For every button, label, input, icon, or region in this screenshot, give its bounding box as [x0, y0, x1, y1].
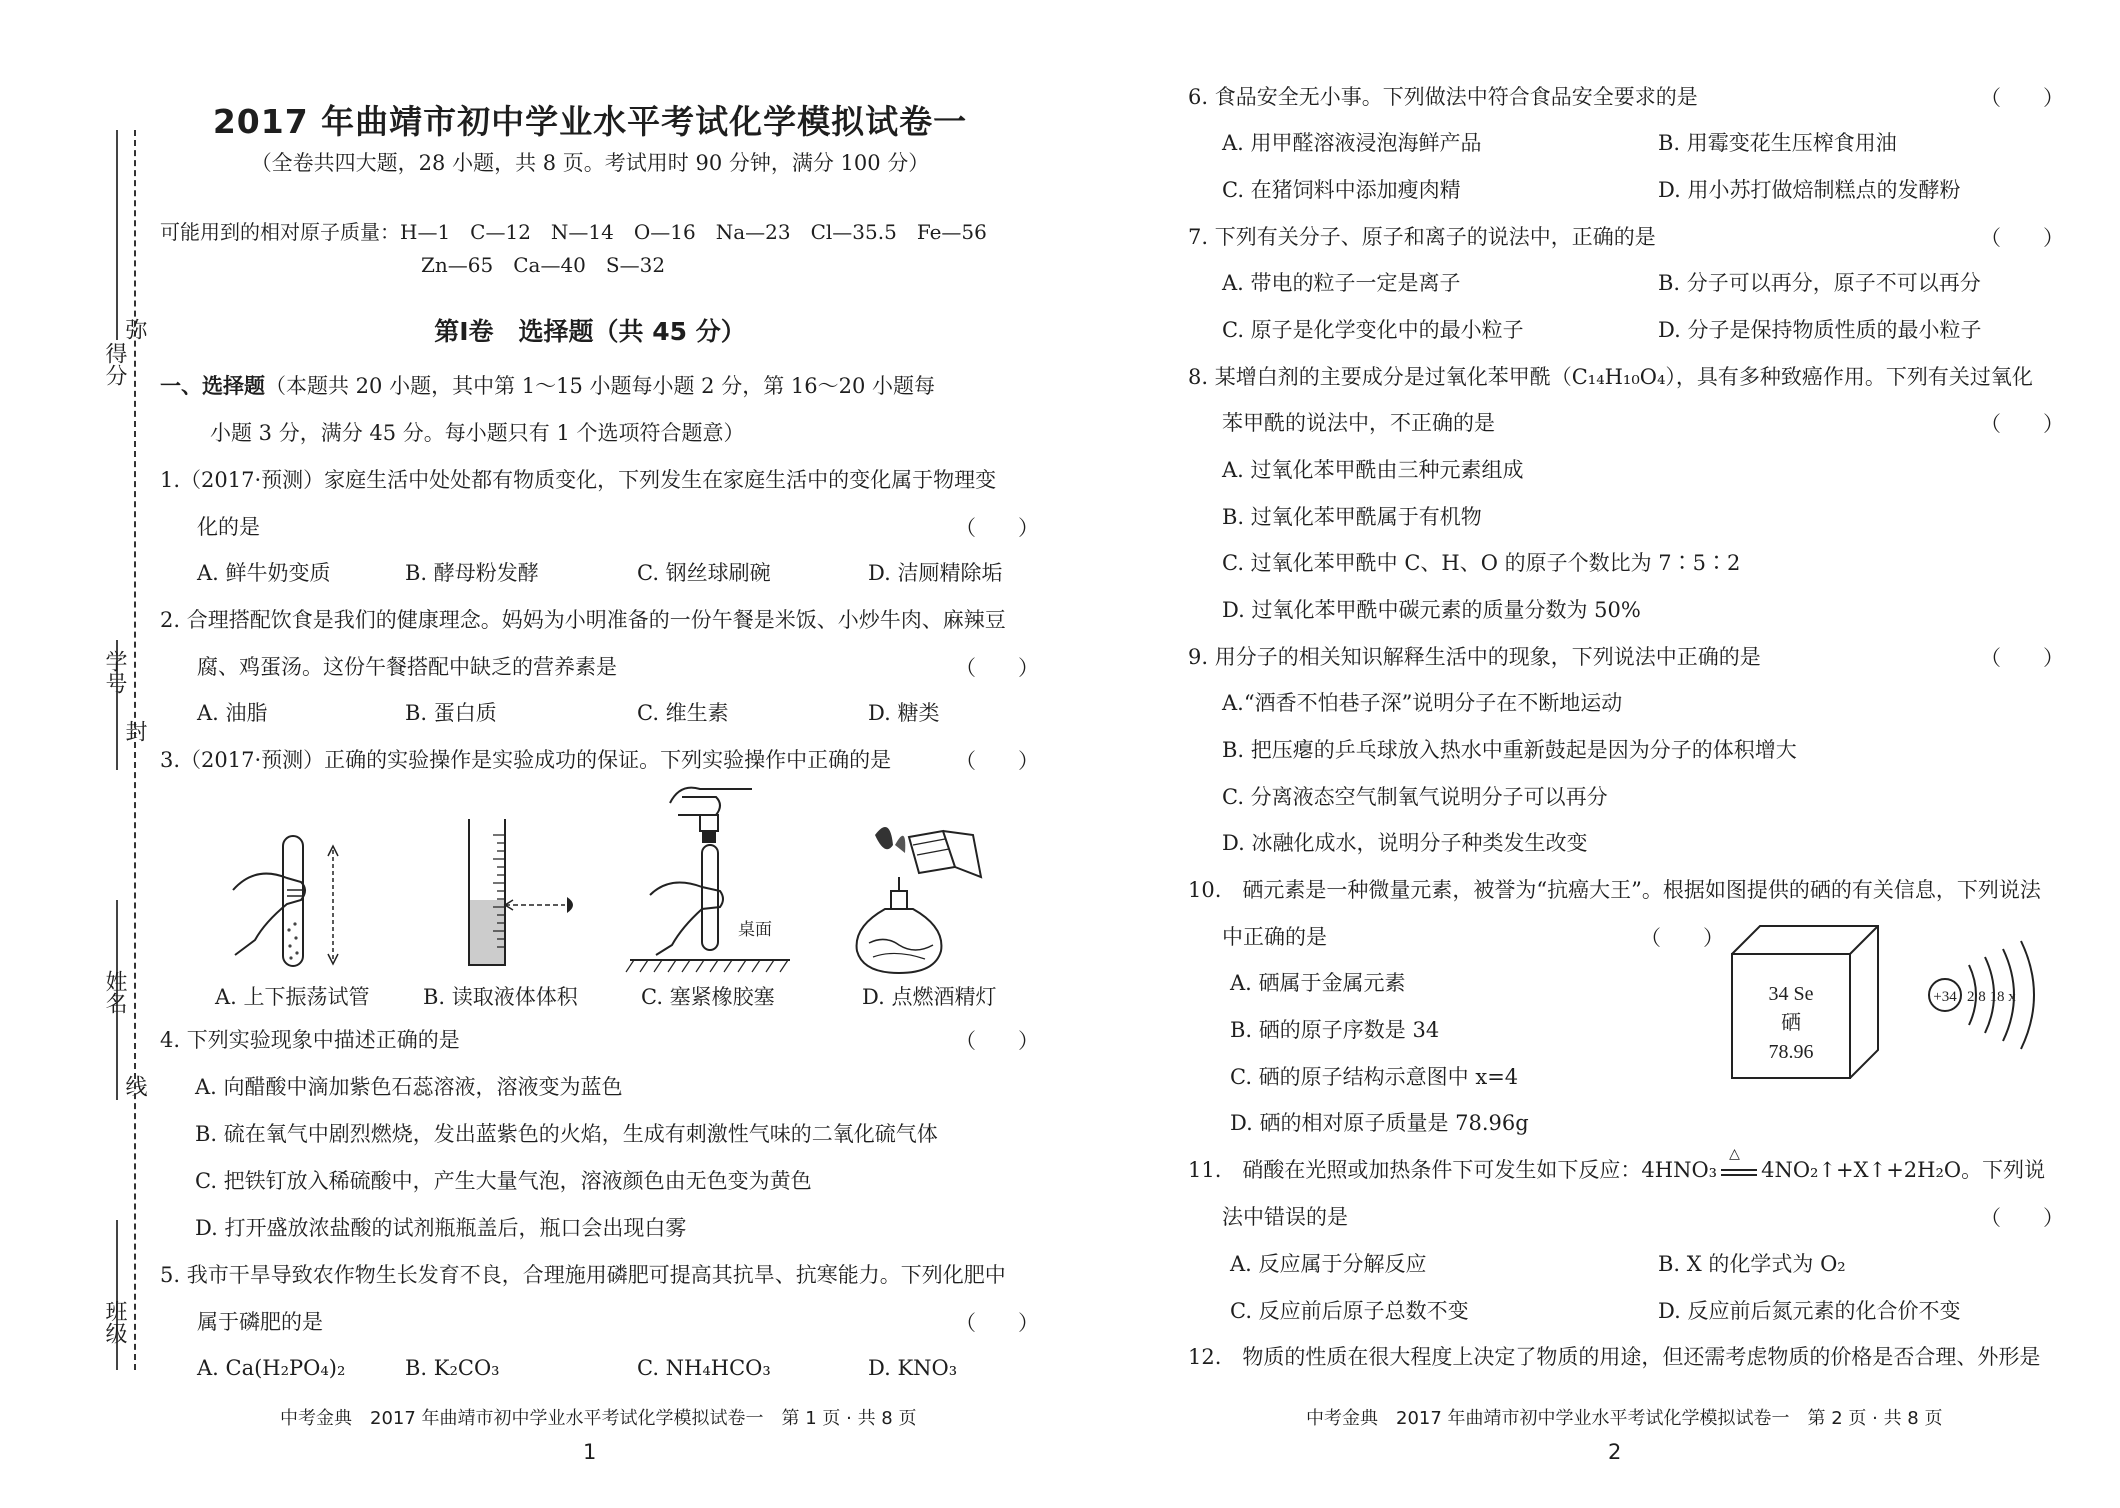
- question-2-option-a[interactable]: A. 油脂: [197, 701, 268, 725]
- question-10-option-d[interactable]: D. 硒的相对原子质量是 78.96g: [1230, 1111, 1529, 1135]
- question-5-stem: 属于磷肥的是: [197, 1310, 323, 1334]
- question-2-option-c[interactable]: C. 维生素: [637, 701, 729, 725]
- question-7-stem: 7. 下列有关分子、原子和离子的说法中，正确的是: [1188, 225, 1656, 249]
- answer-blank[interactable]: （ ）: [1980, 86, 2064, 110]
- equation-left: 11. 硝酸在光照或加热条件下可发生如下反应：4HNO₃: [1188, 1158, 1718, 1182]
- question-3-option-c[interactable]: C. 塞紧橡胶塞: [641, 985, 775, 1009]
- question-3-stem: 3.（2017·预测）正确的实验操作是实验成功的保证。下列实验操作中正确的是: [160, 748, 892, 772]
- question-8-option-d[interactable]: D. 过氧化苯甲酰中碳元素的质量分数为 50%: [1222, 598, 1641, 622]
- question-2-option-b[interactable]: B. 蛋白质: [405, 701, 497, 725]
- question-10-option-c[interactable]: C. 硒的原子结构示意图中 x=4: [1230, 1065, 1519, 1089]
- question-4-option-d[interactable]: D. 打开盛放浓盐酸的试剂瓶瓶盖后，瓶口会出现白雾: [195, 1216, 687, 1240]
- answer-blank[interactable]: （ ）: [955, 749, 1039, 773]
- exam-title: 2017 年曲靖市初中学业水平考试化学模拟试卷一: [212, 102, 968, 141]
- question-5-option-b[interactable]: B. K₂CO₃: [405, 1356, 500, 1380]
- question-11-option-c[interactable]: C. 反应前后原子总数不变: [1230, 1299, 1469, 1323]
- heat-condition: △: [1729, 1146, 1740, 1162]
- question-4-option-b[interactable]: B. 硫在氧气中剧烈燃烧，发出蓝紫色的火焰，生成有刺激性气味的二氧化硫气体: [195, 1122, 938, 1146]
- question-6-option-b[interactable]: B. 用霉变花生压榨食用油: [1658, 131, 1897, 155]
- class-blank-line: [116, 1220, 118, 1370]
- class-label: 班级: [102, 1300, 127, 1344]
- question-11-stem: [1188, 1146, 2046, 1185]
- exam-subtitle: （全卷共四大题，28 小题，共 8 页。考试用时 90 分钟，满分 100 分）: [250, 151, 930, 175]
- answer-blank[interactable]: （ ）: [1980, 226, 2064, 250]
- alcohol-lamp-figure: [845, 815, 995, 980]
- atomic-mass-line: 可能用到的相对原子质量：H—1 C—12 N—14 O—16 Na—23 Cl—35.5 Fe—56: [160, 220, 987, 244]
- question-3-option-b[interactable]: B. 读取液体体积: [423, 985, 578, 1009]
- answer-blank[interactable]: （ ）: [1640, 926, 1724, 950]
- question-8-stem: 苯甲酰的说法中，不正确的是: [1222, 411, 1495, 435]
- equals-line: [1721, 1174, 1757, 1176]
- question-9-option-a[interactable]: A.“酒香不怕巷子深”说明分子在不断地运动: [1222, 691, 1623, 715]
- electron-shells: 2 8 18 x: [1967, 989, 2016, 1005]
- question-6-stem: 6. 食品安全无小事。下列做法中符合食品安全要求的是: [1188, 85, 1698, 109]
- equals-line: [1721, 1169, 1757, 1171]
- question-7-option-d[interactable]: D. 分子是保持物质性质的最小粒子: [1658, 318, 1982, 342]
- question-9-option-c[interactable]: C. 分离液态空气制氧气说明分子可以再分: [1222, 785, 1608, 809]
- desk-label: 桌面: [738, 920, 772, 939]
- answer-blank[interactable]: （ ）: [955, 1311, 1039, 1335]
- seal-char-mi: 弥: [122, 318, 147, 340]
- atomic-mass-table: [160, 216, 1020, 282]
- answer-blank[interactable]: （ ）: [1980, 646, 2064, 670]
- element-name: 硒: [1781, 1012, 1801, 1034]
- question-7-option-c[interactable]: C. 原子是化学变化中的最小粒子: [1222, 318, 1524, 342]
- question-5-stem: 5. 我市干旱导致农作物生长发育不良，合理施用磷肥可提高其抗旱、抗寒能力。下列化肥中: [160, 1263, 1006, 1287]
- page-number: 1: [583, 1440, 597, 1464]
- answer-blank[interactable]: （ ）: [955, 656, 1039, 680]
- graduated-cylinder-figure: [455, 815, 595, 975]
- reaction-arrow: [1719, 1146, 1759, 1185]
- section-instruction: [160, 363, 1030, 457]
- question-11-option-a[interactable]: A. 反应属于分解反应: [1230, 1252, 1427, 1276]
- question-4-option-c[interactable]: C. 把铁钉放入稀硫酸中，产生大量气泡，溶液颜色由无色变为黄色: [195, 1169, 812, 1193]
- question-3-option-d[interactable]: D. 点燃酒精灯: [862, 985, 997, 1009]
- question-1-stem: 化的是: [197, 515, 260, 539]
- element-mass: 78.96: [1768, 1041, 1814, 1063]
- question-11-option-d[interactable]: D. 反应前后氮元素的化合价不变: [1658, 1299, 1961, 1323]
- section-heading: 第Ⅰ卷 选择题（共 45 分）: [434, 317, 746, 346]
- question-9-option-b[interactable]: B. 把压瘪的乒乓球放入热水中重新鼓起是因为分子的体积增大: [1222, 738, 1797, 762]
- instruction-text: （本题共 20 小题，其中第 1～15 小题每小题 2 分，第 16～20 小题每: [265, 374, 936, 398]
- question-2-stem: 腐、鸡蛋汤。这份午餐搭配中缺乏的营养素是: [197, 655, 617, 679]
- answer-blank[interactable]: （ ）: [1980, 412, 2064, 436]
- selenium-element-cell: [1718, 920, 1883, 1085]
- question-5-option-c[interactable]: C. NH₄HCO₃: [637, 1356, 771, 1380]
- question-6-option-a[interactable]: A. 用甲醛溶液浸泡海鲜产品: [1222, 131, 1482, 155]
- binding-dashed-line: [134, 130, 136, 1370]
- question-8-option-a[interactable]: A. 过氧化苯甲酰由三种元素组成: [1222, 458, 1524, 482]
- question-1-stem: 1.（2017·预测）家庭生活中处处都有物质变化，下列发生在家庭生活中的变化属于物理变: [160, 468, 997, 492]
- question-9-option-d[interactable]: D. 冰融化成水，说明分子种类发生改变: [1222, 831, 1588, 855]
- question-9-stem: 9. 用分子的相关知识解释生活中的现象，下列说法中正确的是: [1188, 645, 1761, 669]
- score-label: 得分: [102, 342, 127, 386]
- stopper-figure: [620, 775, 795, 980]
- question-7-option-a[interactable]: A. 带电的粒子一定是离子: [1222, 271, 1461, 295]
- question-8-option-b[interactable]: B. 过氧化苯甲酰属于有机物: [1222, 505, 1482, 529]
- shaking-test-tube-figure: [225, 830, 355, 980]
- atomic-mass-line: Zn—65 Ca—40 S—32: [421, 253, 666, 277]
- student-id-label: 学号: [102, 650, 127, 694]
- question-1-option-b[interactable]: B. 酵母粉发酵: [405, 561, 539, 585]
- question-6-option-d[interactable]: D. 用小苏打做焙制糕点的发酵粉: [1658, 178, 1961, 202]
- atomic-structure-diagram: [1925, 935, 2050, 1055]
- question-1-option-c[interactable]: C. 钢丝球刷碗: [637, 561, 771, 585]
- question-7-option-b[interactable]: B. 分子可以再分，原子不可以再分: [1658, 271, 1981, 295]
- binding-margin: [88, 120, 158, 1380]
- score-blank-line: [116, 130, 118, 340]
- question-10-stem: 10. 硒元素是一种微量元素，被誉为“抗癌大王”。根据如图提供的硒的有关信息，下列说法: [1188, 878, 2041, 902]
- page-footer: 中考金典 2017 年曲靖市初中学业水平考试化学模拟试卷一 第 2 页 · 共 8 页: [1306, 1408, 1943, 1429]
- question-4-option-a[interactable]: A. 向醋酸中滴加紫色石蕊溶液，溶液变为蓝色: [195, 1075, 623, 1099]
- question-1-option-d[interactable]: D. 洁厕精除垢: [868, 561, 1003, 585]
- answer-blank[interactable]: （ ）: [955, 1029, 1039, 1053]
- question-4-stem: 4. 下列实验现象中描述正确的是: [160, 1028, 460, 1052]
- question-2-option-d[interactable]: D. 糖类: [868, 701, 940, 725]
- answer-blank[interactable]: （ ）: [1980, 1206, 2064, 1230]
- question-5-option-a[interactable]: A. Ca(H₂PO₄)₂: [197, 1356, 346, 1380]
- question-5-option-d[interactable]: D. KNO₃: [868, 1356, 958, 1380]
- question-10-option-a[interactable]: A. 硒属于金属元素: [1230, 971, 1406, 995]
- question-10-option-b[interactable]: B. 硒的原子序数是 34: [1230, 1018, 1440, 1042]
- question-2-stem: 2. 合理搭配饮食是我们的健康理念。妈妈为小明准备的一份午餐是米饭、小炒牛肉、麻辣豆: [160, 608, 1006, 632]
- element-symbol: 34 Se: [1768, 983, 1814, 1005]
- seal-char-xian: 线: [122, 1075, 147, 1097]
- seal-char-feng: 封: [122, 720, 147, 742]
- question-6-option-c[interactable]: C. 在猪饲料中添加瘦肉精: [1222, 178, 1461, 202]
- answer-blank[interactable]: （ ）: [955, 516, 1039, 540]
- question-1-option-a[interactable]: A. 鲜牛奶变质: [197, 561, 331, 585]
- equation-right: 4NO₂↑+X↑+2H₂O。下列说: [1761, 1158, 2046, 1182]
- question-8-stem: 8. 某增白剂的主要成分是过氧化苯甲酰（C₁₄H₁₀O₄），具有多种致癌作用。下列有关过氧化: [1188, 365, 2033, 389]
- nucleus-charge: +34: [1933, 989, 1957, 1005]
- question-10-stem: 中正确的是: [1222, 925, 1327, 949]
- page-footer: 中考金典 2017 年曲靖市初中学业水平考试化学模拟试卷一 第 1 页 · 共 8 页: [280, 1408, 917, 1429]
- question-8-option-c[interactable]: C. 过氧化苯甲酰中 C、H、O 的原子个数比为 7∶5∶2: [1222, 551, 1741, 575]
- name-label: 姓名: [102, 970, 127, 1014]
- question-11-option-b[interactable]: B. X 的化学式为 O₂: [1658, 1252, 1846, 1276]
- instruction-head: 一、选择题: [160, 374, 265, 398]
- question-3-option-a[interactable]: A. 上下振荡试管: [215, 985, 370, 1009]
- question-11-stem: 法中错误的是: [1222, 1205, 1348, 1229]
- instruction-text: 小题 3 分，满分 45 分。每小题只有 1 个选项符合题意）: [210, 421, 745, 445]
- page-number: 2: [1608, 1440, 1622, 1464]
- question-12-stem: 12. 物质的性质在很大程度上决定了物质的用途，但还需考虑物质的价格是否合理、外形是: [1188, 1345, 2041, 1369]
